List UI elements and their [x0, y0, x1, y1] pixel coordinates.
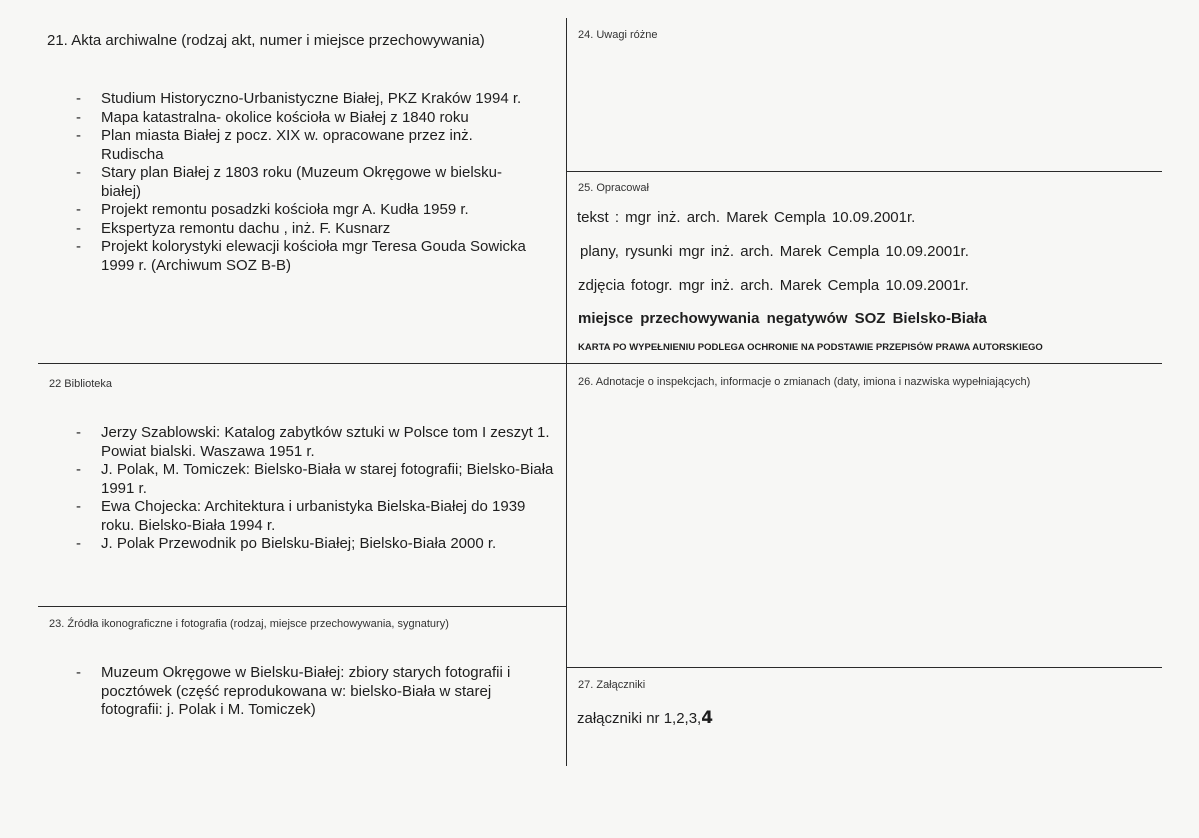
- handwritten-attachment-number: 4: [701, 708, 714, 728]
- section-25-title: 25. Opracował: [578, 182, 649, 194]
- list-item: - Stary plan Białej z 1803 roku (Muzeum Okręgowe w bielsku-białej): [76, 164, 538, 201]
- divider-left-21-22: [38, 363, 566, 364]
- author-text-line: tekst : mgr inż. arch. Marek Cempla 10.09.2001r.: [577, 209, 916, 226]
- author-plans-line: plany, rysunki mgr inż. arch. Marek Cempla 10.09.2001r.: [580, 243, 969, 260]
- list-item: - Mapa katastralna- okolice kościoła w Białej z 1840 roku: [76, 109, 538, 128]
- attachments-text: załączniki nr 1,2,3,: [577, 710, 702, 727]
- list-item: - J. Polak Przewodnik po Bielsku-Białej; Bielsko-Biała 2000 r.: [76, 535, 561, 554]
- list-item: - Muzeum Okręgowe w Bielsku-Białej: zbiory starych fotografii i pocztówek (część reprodukowana w: bielsko-Biała w starej fotografii: j. Polak i M. Tomiczek): [76, 664, 536, 720]
- copyright-notice: KARTA PO WYPEŁNIENIU PODLEGA OCHRONIE NA PODSTAWIE PRZEPISÓW PRAWA AUTORSKIEGO: [578, 342, 1043, 353]
- divider-right-24-25: [566, 171, 1162, 172]
- list-item: - Plan miasta Białej z pocz. XIX w. opracowane przez inż. Rudischa: [76, 127, 538, 164]
- negatives-storage: miejsce przechowywania negatywów SOZ Bielsko-Biała: [578, 310, 987, 327]
- section-21-title: 21. Akta archiwalne (rodzaj akt, numer i miejsce przechowywania): [47, 32, 485, 49]
- list-item: - Ekspertyza remontu dachu , inż. F. Kusnarz: [76, 220, 538, 239]
- list-item: - Projekt remontu posadzki kościoła mgr A. Kudła 1959 r.: [76, 201, 538, 220]
- list-item: - J. Polak, M. Tomiczek: Bielsko-Biała w starej fotografii; Bielsko-Biała 1991 r.: [76, 461, 561, 498]
- center-divider: [566, 18, 567, 766]
- list-item: - Jerzy Szablowski: Katalog zabytków sztuki w Polsce tom I zeszyt 1. Powiat bialski. Waszawa 1951 r.: [76, 424, 561, 461]
- section-22-title: 22 Biblioteka: [49, 378, 112, 390]
- list-item: - Projekt kolorystyki elewacji kościoła mgr Teresa Gouda Sowicka 1999 r. (Archiwum SOZ B-B): [76, 238, 538, 275]
- list-item: - Studium Historyczno-Urbanistyczne Białej, PKZ Kraków 1994 r.: [76, 90, 538, 109]
- section-23-list: [76, 664, 536, 720]
- section-21-list: [76, 90, 538, 275]
- divider-right-25-26: [566, 363, 1162, 364]
- author-photos-line: zdjęcia fotogr. mgr inż. arch. Marek Cempla 10.09.2001r.: [578, 277, 969, 294]
- section-22-list: [76, 424, 561, 554]
- divider-right-26-27: [566, 667, 1162, 668]
- section-26-title: 26. Adnotacje o inspekcjach, informacje o zmianach (daty, imiona i nazwiska wypełniających): [578, 376, 1031, 388]
- section-27-title: 27. Załączniki: [578, 679, 646, 691]
- attachments-line: [577, 708, 713, 728]
- section-23-title: 23. Źródła ikonograficzne i fotografia (rodzaj, miejsce przechowywania, sygnatury): [49, 618, 449, 630]
- divider-left-22-23: [38, 606, 566, 607]
- section-24-title: 24. Uwagi różne: [578, 29, 658, 41]
- list-item: - Ewa Chojecka: Architektura i urbanistyka Bielska-Białej do 1939 roku. Bielsko-Biała 1994 r.: [76, 498, 561, 535]
